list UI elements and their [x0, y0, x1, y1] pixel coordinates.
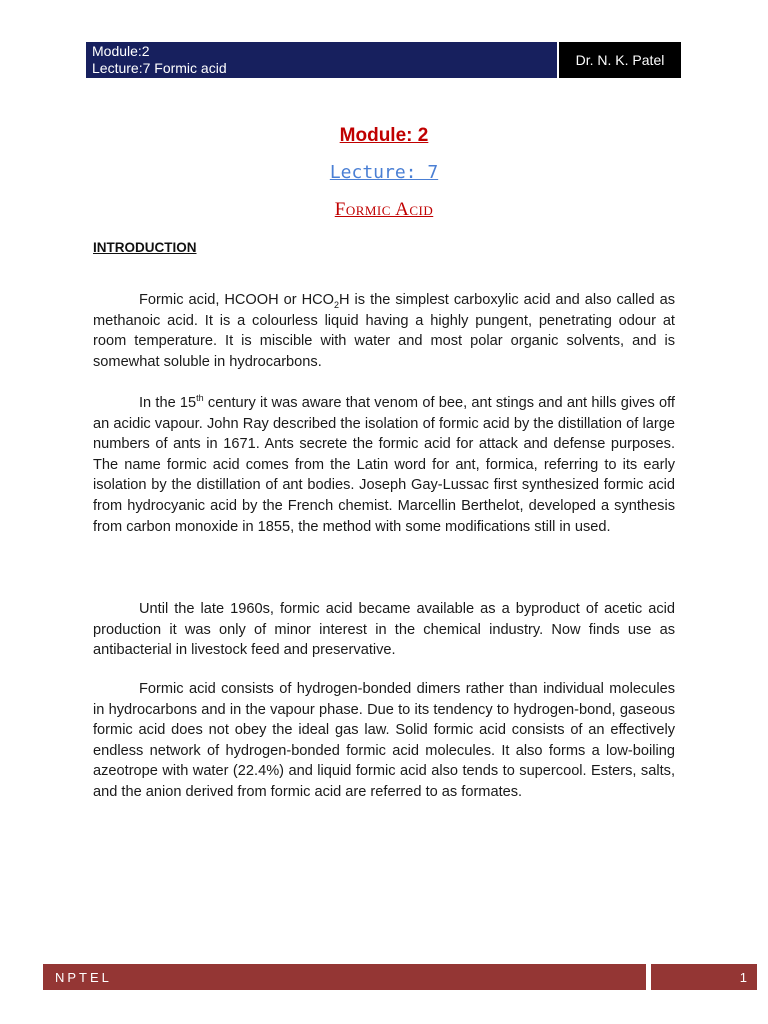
- header-lecture: Lecture:7 Formic acid: [92, 60, 227, 76]
- module-title: Module: 2: [339, 125, 429, 146]
- lecture-title: Lecture: 7: [329, 162, 439, 183]
- paragraph-1-part-b: H is the simplest carboxylic acid and also called as methanoic acid. It is a colourless liquid having a highly pungent, penetrating odour at room temperature. It is miscible with water and most polar organic solvents, and is somewhat soluble in hydrocarbons.: [93, 292, 675, 370]
- paragraph-2-superscript: th: [196, 393, 204, 404]
- paragraph-2-part-a: In the 15: [139, 395, 197, 411]
- page-header: [86, 42, 681, 78]
- paragraph-1-subscript: 2: [334, 299, 340, 310]
- paragraph-2-part-b: century it was aware that venom of bee, ant stings and ant hills gives off an acidic vapour. John Ray described the isolation of formic acid by the distillation of large numbers of ants in 1671. Ants secrete the formic acid for attack and defense purposes. The name formic acid comes from the Latin word for ant, formica, referring to its early isolation by the distillation of ant bodies. Joseph Gay-Lussac first synthesized formic acid from hydrocyanic acid by the French chemist. Marcellin Berthelot, developed a synthesis from carbon monoxide in 1855, the method with some modifications still in used.: [93, 395, 675, 535]
- paragraph-1-part-a: Formic acid, HCOOH or HCO: [139, 292, 335, 308]
- topic-title: Formic Acid: [334, 199, 434, 220]
- footer-org: NPTEL: [43, 964, 646, 990]
- header-author: Dr. N. K. Patel: [557, 42, 681, 78]
- section-heading: INTRODUCTION: [93, 240, 197, 255]
- header-module: Module:2: [92, 43, 150, 59]
- paragraph-3: Until the late 1960s, formic acid became available as a byproduct of acetic acid production it was only of minor interest in the chemical industry. Now finds use as antibacterial in livestock feed and preservative.: [93, 601, 675, 659]
- page-number: 1: [651, 964, 757, 990]
- paragraph-1: [93, 290, 675, 372]
- paragraph-4: Formic acid consists of hydrogen-bonded dimers rather than individual molecules in hydrocarbons and in the vapour phase. Due to its tendency to hydrogen-bond, gaseous formic acid does not obey the ideal gas law. Solid formic acid consists of an effectively endless network of hydrogen-bonded formic acid molecules. It also forms a low-boiling azeotrope with water (22.4%) and liquid formic acid also tends to supercool. Esters, salts, and the anion derived from formic acid are referred to as formates.: [93, 681, 675, 800]
- header-module-info: [86, 42, 557, 78]
- paragraph-2: [93, 393, 675, 537]
